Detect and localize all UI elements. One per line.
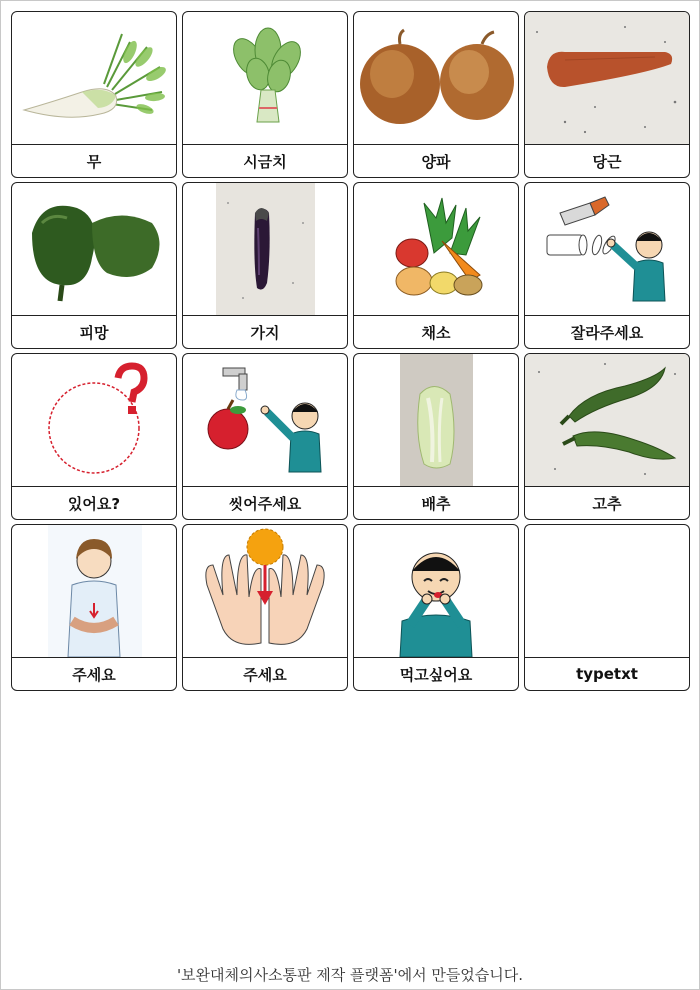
radish-icon	[12, 12, 176, 144]
blank-picture	[525, 525, 689, 657]
footer-credit: '보완대체의사소통판 제작 플랫폼'에서 만들었습니다.	[176, 966, 524, 984]
want-to-eat-icon	[354, 525, 518, 657]
card-green-pepper[interactable]	[11, 182, 177, 349]
carrot-icon	[525, 12, 689, 144]
card-typetxt[interactable]	[524, 524, 690, 691]
aac-board-grid	[11, 11, 690, 691]
card-label: 가지	[183, 315, 347, 348]
eggplant-icon	[183, 183, 347, 315]
card-give-me-hands[interactable]	[182, 524, 348, 691]
card-label: 채소	[354, 315, 518, 348]
card-label: 무	[12, 144, 176, 177]
card-want-to-eat[interactable]	[353, 524, 519, 691]
spinach-icon	[183, 12, 347, 144]
cut-please-icon	[525, 183, 689, 315]
wash-please-icon	[183, 354, 347, 486]
card-wash-please[interactable]	[182, 353, 348, 520]
card-label: 양파	[354, 144, 518, 177]
card-napa-cabbage[interactable]	[353, 353, 519, 520]
onion-icon	[354, 12, 518, 144]
sign-language-give-icon	[12, 525, 176, 657]
card-vegetables[interactable]	[353, 182, 519, 349]
card-is-there[interactable]	[11, 353, 177, 520]
card-carrot[interactable]	[524, 11, 690, 178]
card-label: 당근	[525, 144, 689, 177]
card-label: 시금치	[183, 144, 347, 177]
card-eggplant[interactable]	[182, 182, 348, 349]
napa-cabbage-icon	[354, 354, 518, 486]
card-label: 피망	[12, 315, 176, 348]
question-circle-icon	[12, 354, 176, 486]
card-label: 배추	[354, 486, 518, 519]
card-label: 주세요	[183, 657, 347, 690]
vegetables-icon	[354, 183, 518, 315]
card-spinach[interactable]	[182, 11, 348, 178]
card-label: 씻어주세요	[183, 486, 347, 519]
card-onion[interactable]	[353, 11, 519, 178]
card-label: typetxt	[525, 657, 689, 690]
card-give-me-sign[interactable]	[11, 524, 177, 691]
chili-pepper-icon	[525, 354, 689, 486]
open-hands-icon	[183, 525, 347, 657]
card-chili[interactable]	[524, 353, 690, 520]
card-cut-please[interactable]	[524, 182, 690, 349]
card-label: 잘라주세요	[525, 315, 689, 348]
green-pepper-icon	[12, 183, 176, 315]
card-label: 먹고싶어요	[354, 657, 518, 690]
card-label: 고추	[525, 486, 689, 519]
card-label: 주세요	[12, 657, 176, 690]
card-label: 있어요?	[12, 486, 176, 519]
card-radish[interactable]	[11, 11, 177, 178]
